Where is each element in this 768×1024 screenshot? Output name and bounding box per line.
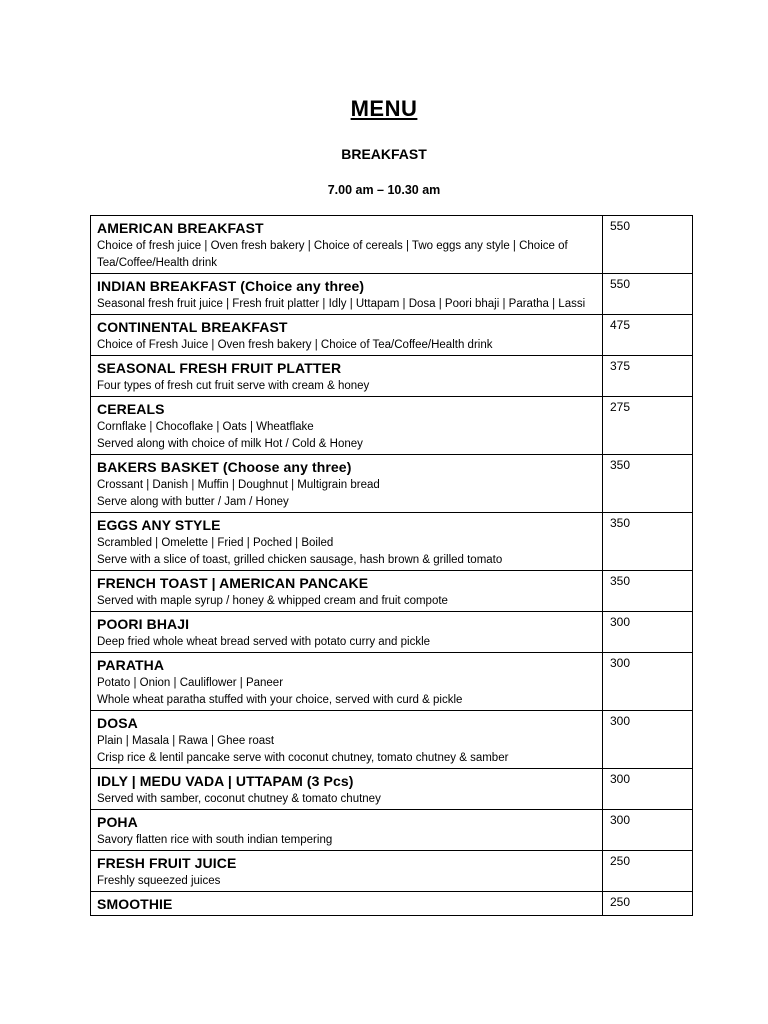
menu-row <box>91 455 693 513</box>
menu-item-price: 475 <box>603 315 693 356</box>
menu-row <box>91 653 693 711</box>
menu-item-description <box>97 733 596 767</box>
menu-item-price: 550 <box>603 216 693 274</box>
menu-item-description-line: Savory flatten rice with south indian tempering <box>97 834 333 846</box>
menu-item-description-line: Served with maple syrup / honey & whipped cream and fruit compote <box>97 595 448 607</box>
menu-row <box>91 571 693 612</box>
menu-item-cell <box>91 455 603 513</box>
menu-item-cell <box>91 653 603 711</box>
menu-item-price: 250 <box>603 851 693 892</box>
menu-item-description <box>97 634 596 651</box>
menu-item-cell <box>91 571 603 612</box>
menu-item-description-line: Crossant | Danish | Muffin | Doughnut | Multigrain bread <box>97 479 380 491</box>
menu-item-description-line: Served along with choice of milk Hot / Cold & Honey <box>97 438 363 450</box>
service-hours: 7.00 am – 10.30 am <box>327 183 441 197</box>
section-subtitle: BREAKFAST <box>341 146 427 162</box>
menu-item-cell <box>91 274 603 315</box>
menu-row <box>91 612 693 653</box>
menu-item-description-line: Serve with a slice of toast, grilled chicken sausage, hash brown & grilled tomato <box>97 554 503 566</box>
menu-item-name: SEASONAL FRESH FRUIT PLATTER <box>97 360 342 376</box>
menu-item-price: 300 <box>603 653 693 711</box>
menu-item-description <box>97 337 596 354</box>
menu-item-cell <box>91 612 603 653</box>
menu-item-price: 300 <box>603 810 693 851</box>
menu-row <box>91 274 693 315</box>
menu-item-cell <box>91 810 603 851</box>
menu-item-description <box>97 832 596 849</box>
menu-table <box>90 215 693 916</box>
menu-item-name: FRENCH TOAST | AMERICAN PANCAKE <box>97 575 369 591</box>
menu-row <box>91 810 693 851</box>
menu-item-cell <box>91 216 603 274</box>
menu-item-price: 250 <box>603 892 693 916</box>
menu-item-price: 300 <box>603 769 693 810</box>
menu-item-price: 300 <box>603 711 693 769</box>
menu-item-price: 350 <box>603 455 693 513</box>
menu-item-name: DOSA <box>97 715 138 731</box>
menu-table-body <box>91 216 693 916</box>
menu-item-description-line: Plain | Masala | Rawa | Ghee roast <box>97 735 275 747</box>
menu-item-cell <box>91 892 603 916</box>
menu-item-description <box>97 593 596 610</box>
menu-item-name: CEREALS <box>97 401 165 417</box>
menu-row <box>91 216 693 274</box>
menu-item-name: PARATHA <box>97 657 165 673</box>
menu-row <box>91 851 693 892</box>
menu-item-description <box>97 791 596 808</box>
menu-item-cell <box>91 356 603 397</box>
menu-item-cell <box>91 769 603 810</box>
page-title: MENU <box>350 96 418 121</box>
menu-item-name: AMERICAN BREAKFAST <box>97 220 264 236</box>
menu-item-description <box>97 419 596 453</box>
menu-item-description-line: Cornflake | Chocoflake | Oats | Wheatflake <box>97 421 314 433</box>
menu-item-description <box>97 238 596 272</box>
menu-item-name: BAKERS BASKET (Choose any three) <box>97 459 352 475</box>
menu-row <box>91 397 693 455</box>
menu-item-price: 275 <box>603 397 693 455</box>
menu-item-price: 375 <box>603 356 693 397</box>
menu-row <box>91 892 693 916</box>
menu-item-description-line: Serve along with butter / Jam / Honey <box>97 496 289 508</box>
menu-item-name: IDLY | MEDU VADA | UTTAPAM (3 Pcs) <box>97 773 354 789</box>
menu-item-name: POORI BHAJI <box>97 616 190 632</box>
menu-item-description-line: Choice of Fresh Juice | Oven fresh bakery | Choice of Tea/Coffee/Health drink <box>97 339 493 351</box>
menu-item-name: FRESH FRUIT JUICE <box>97 855 237 871</box>
menu-row <box>91 711 693 769</box>
menu-item-name: SMOOTHIE <box>97 896 173 912</box>
menu-item-price: 350 <box>603 513 693 571</box>
menu-item-price: 550 <box>603 274 693 315</box>
menu-row <box>91 315 693 356</box>
menu-item-price: 300 <box>603 612 693 653</box>
menu-item-cell <box>91 711 603 769</box>
menu-item-cell <box>91 851 603 892</box>
menu-item-name: INDIAN BREAKFAST (Choice any three) <box>97 278 365 294</box>
menu-item-description-line: Four types of fresh cut fruit serve with cream & honey <box>97 380 370 392</box>
menu-item-description <box>97 675 596 709</box>
menu-item-cell <box>91 397 603 455</box>
menu-item-description-line: Freshly squeezed juices <box>97 875 221 887</box>
menu-row <box>91 769 693 810</box>
menu-item-cell <box>91 513 603 571</box>
menu-row <box>91 513 693 571</box>
menu-item-description <box>97 296 596 313</box>
menu-item-price: 350 <box>603 571 693 612</box>
menu-item-description <box>97 477 596 511</box>
menu-item-name: CONTINENTAL BREAKFAST <box>97 319 288 335</box>
menu-item-description <box>97 873 596 890</box>
menu-item-description-line: Potato | Onion | Cauliflower | Paneer <box>97 677 284 689</box>
menu-item-description-line: Choice of fresh juice | Oven fresh bakery | Choice of cereals | Two eggs any style | Choice of Tea/Coffee/Health drink <box>97 240 568 269</box>
menu-item-description-line: Served with samber, coconut chutney & tomato chutney <box>97 793 381 805</box>
menu-item-name: POHA <box>97 814 138 830</box>
menu-row <box>91 356 693 397</box>
menu-item-description-line: Crisp rice & lentil pancake serve with coconut chutney, tomato chutney & samber <box>97 752 509 764</box>
menu-item-description <box>97 378 596 395</box>
menu-item-description-line: Scrambled | Omelette | Fried | Poched | Boiled <box>97 537 334 549</box>
menu-item-description-line: Whole wheat paratha stuffed with your choice, served with curd & pickle <box>97 694 463 706</box>
menu-item-description-line: Seasonal fresh fruit juice | Fresh fruit platter | Idly | Uttapam | Dosa | Poori bhaji | Paratha | Lassi <box>97 298 586 310</box>
menu-item-description <box>97 535 596 569</box>
menu-item-name: EGGS ANY STYLE <box>97 517 221 533</box>
menu-item-cell <box>91 315 603 356</box>
menu-item-description-line: Deep fried whole wheat bread served with potato curry and pickle <box>97 636 431 648</box>
